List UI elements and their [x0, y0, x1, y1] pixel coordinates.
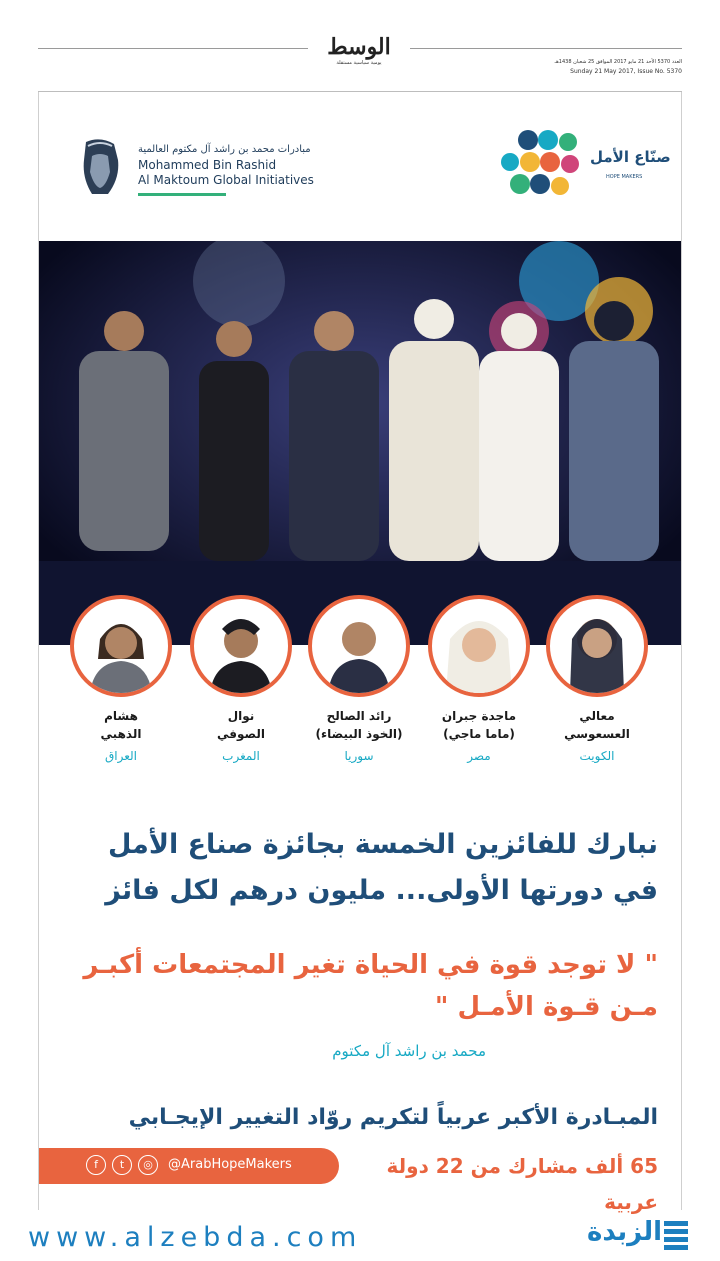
main-headline: نبارك للفائزين الخمسة بجائزة صناع الأمل في دورتها الأولى... مليون درهم لكل فائز	[105, 829, 658, 906]
footer-logo-bars-icon	[664, 1221, 688, 1251]
footer-url[interactable]: www.alzebda.com	[28, 1222, 363, 1253]
participants-stat: 65 ألف مشارك من 22 دولة عربية	[386, 1154, 658, 1214]
sub-headline: المبـادرة الأكبر عربياً لتكريم روّاد التغيير الإيجـابي	[128, 1105, 658, 1130]
footer-logo	[580, 1217, 690, 1255]
issue-info-arabic: العدد 5370 الأحد 21 مايو 2017 الموافق 25 شعبان 1438هـ	[554, 59, 682, 65]
ceremony-photo-illustration	[39, 241, 681, 645]
masthead-subtitle: يومية سياسية مستقلة	[336, 60, 382, 66]
winner-card	[308, 595, 410, 763]
winner-name: معالي العسعوسي	[564, 709, 630, 741]
winner-country: سوريا	[344, 749, 374, 763]
hope-makers-dots-icon	[498, 128, 588, 206]
winner-portrait	[70, 595, 172, 697]
quote-signature: محمد بن راشد آل مكتوم	[332, 1042, 486, 1060]
footer-logo-text: الزبدة	[587, 1217, 662, 1247]
twitter-icon[interactable]: t	[112, 1155, 132, 1175]
header-rule-right	[410, 48, 682, 49]
winner-country: الكويت	[579, 749, 615, 763]
quote: " لا توجد قوة في الحياة تغير المجتمعات أكبـر مـن قـوة الأمـل "	[83, 950, 658, 1022]
social-handle[interactable]: @ArabHopeMakers	[168, 1157, 292, 1172]
hope-makers-name-english: HOPE MAKERS	[606, 174, 643, 180]
winner-portrait	[546, 595, 648, 697]
winner-card	[70, 595, 172, 763]
winner-portrait	[190, 595, 292, 697]
hope-makers-name-arabic: صنّاع الأمل	[590, 148, 671, 166]
winner-country: العراق	[104, 749, 138, 763]
winner-portrait	[428, 595, 530, 697]
winner-name: هشام الذهبي	[100, 709, 142, 741]
header-rule-left	[38, 48, 308, 49]
facebook-icon[interactable]: f	[86, 1155, 106, 1175]
newspaper-masthead: الوسط	[327, 34, 391, 60]
award-ceremony-photo	[39, 241, 681, 645]
winner-country: مصر	[467, 749, 491, 763]
issue-info-english: Sunday 21 May 2017, Issue No. 5370	[570, 68, 682, 75]
winner-card	[428, 595, 530, 763]
newspaper-header	[38, 30, 682, 90]
winner-country: المغرب	[222, 749, 260, 763]
instagram-icon[interactable]: ◎	[138, 1155, 158, 1175]
winner-name: ماجدة جبران (ماما ماجي)	[441, 709, 517, 741]
winner-card	[190, 595, 292, 763]
sponsor-name-english-line2: Al Maktoum Global Initiatives	[138, 173, 314, 187]
sponsor-accent-line	[138, 193, 226, 196]
sponsor-portrait-icon	[78, 138, 122, 196]
hope-makers-logo	[498, 128, 671, 206]
winner-portrait	[308, 595, 410, 697]
winner-name: نوال الصوفي	[217, 709, 265, 741]
winner-name: رائد الصالح (الخوذ البيضاء)	[315, 709, 403, 741]
winner-card	[546, 595, 648, 763]
sponsor-name-english-line1: Mohammed Bin Rashid	[138, 158, 277, 172]
sponsor-logo	[78, 138, 318, 198]
sponsor-name-arabic: مبادرات محمد بن راشد آل مكتوم العالمية	[138, 144, 311, 155]
